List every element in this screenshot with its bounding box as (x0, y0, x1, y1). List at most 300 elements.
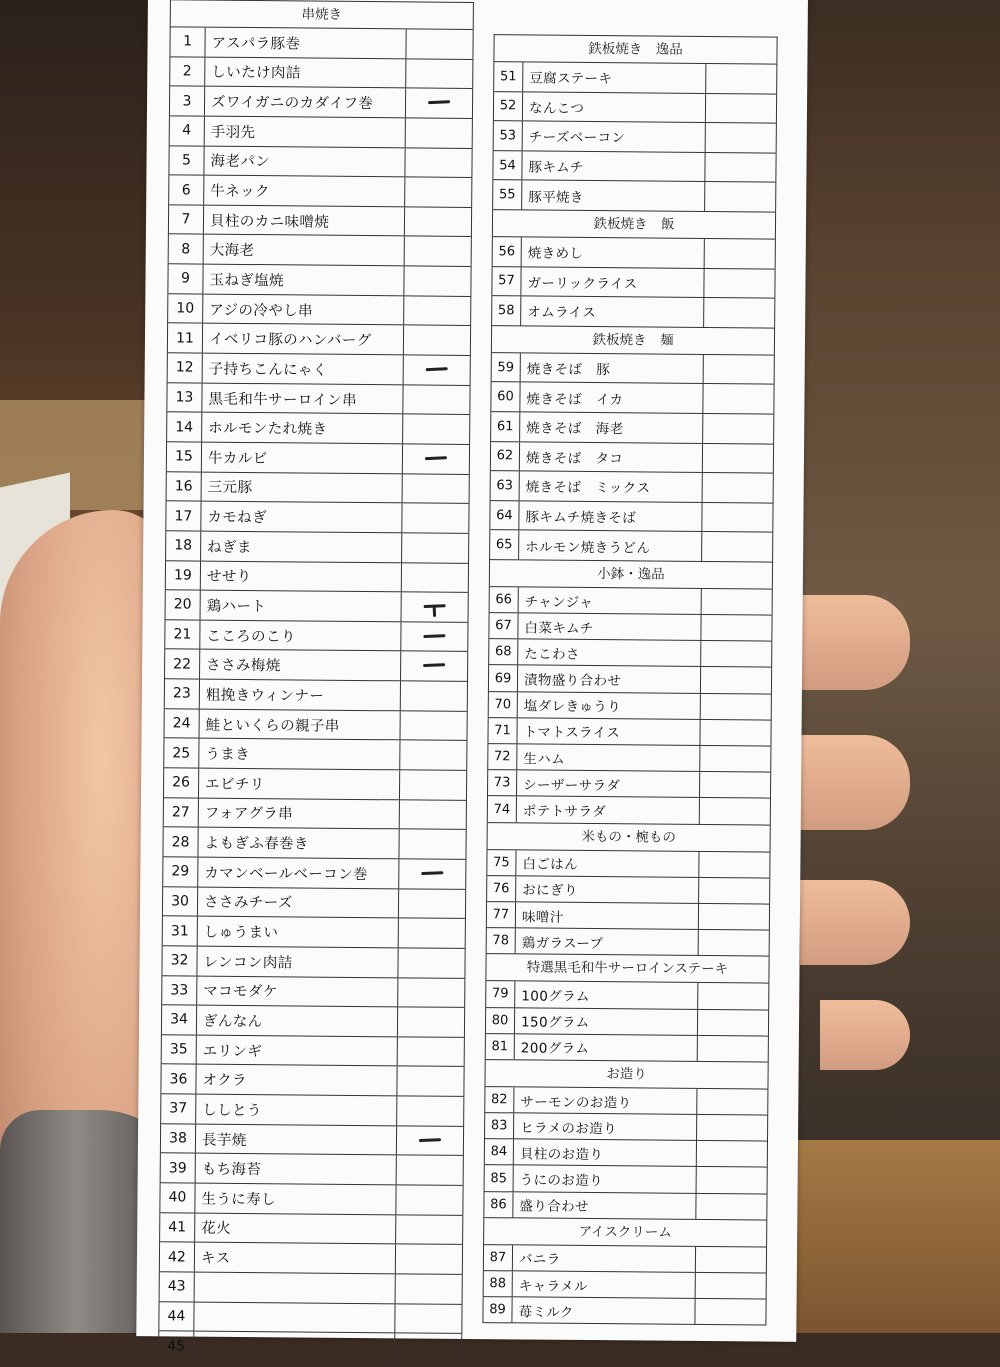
order-row (168, 264, 470, 296)
quantity-box[interactable] (695, 1194, 766, 1220)
item-number: 4 (170, 116, 205, 145)
quantity-box[interactable] (398, 830, 465, 859)
item-name: 豚キムチ (528, 159, 584, 177)
quantity-box[interactable] (699, 746, 770, 772)
quantity-box[interactable] (702, 414, 773, 443)
item-number: 1 (170, 27, 205, 56)
order-row (162, 1035, 464, 1067)
item-name: フォアグラ串 (204, 806, 294, 823)
menu-section (487, 823, 770, 957)
menu-section (492, 210, 775, 328)
item-number: 86 (484, 1192, 513, 1217)
item-name: 牛ネック (210, 183, 270, 201)
item-number: 77 (487, 902, 516, 927)
item-number: 53 (494, 121, 523, 150)
quantity-box[interactable] (700, 615, 771, 641)
item-name: キャラメル (518, 1278, 588, 1295)
tally-mark (421, 871, 443, 875)
menu-section (483, 1218, 766, 1326)
item-number: 12 (168, 353, 203, 382)
item-number: 10 (168, 294, 203, 323)
quantity-box[interactable] (398, 859, 465, 888)
section-title: 特選黒毛和牛サーロインステーキ (486, 954, 768, 983)
order-row (168, 353, 470, 385)
quantity-box[interactable] (400, 681, 467, 710)
tally-mark (428, 100, 450, 104)
item-number: 81 (486, 1034, 515, 1059)
quantity-box[interactable] (698, 930, 769, 956)
item-name: 焼きそば ミックス (525, 479, 651, 497)
item-number: 17 (166, 502, 201, 531)
item-name: アジの冷やし串 (209, 302, 314, 320)
quantity-box[interactable] (405, 118, 472, 147)
item-number: 21 (165, 620, 200, 649)
item-name: ズワイガニのカダイフ巻 (210, 94, 374, 113)
finger (795, 595, 910, 690)
quantity-box[interactable] (403, 296, 470, 325)
quantity-box[interactable] (404, 237, 471, 266)
order-row (165, 620, 467, 652)
order-row (489, 666, 771, 695)
quantity-box[interactable] (396, 1096, 463, 1125)
order-row (491, 442, 773, 474)
item-number: 52 (494, 92, 523, 121)
finger (790, 735, 910, 830)
item-number: 32 (162, 946, 197, 975)
order-row (160, 1272, 462, 1304)
order-row (167, 413, 469, 445)
quantity-box[interactable] (399, 800, 466, 829)
item-number: 60 (491, 382, 520, 411)
menu-section (484, 1060, 767, 1220)
section-title: 米もの・椀もの (488, 823, 770, 852)
item-number: 19 (166, 561, 201, 590)
item-number: 31 (163, 917, 198, 946)
item-name: ししとう (202, 1102, 262, 1120)
quantity-box[interactable] (397, 1007, 464, 1036)
menu-section (490, 326, 774, 563)
item-name: 白菜キムチ (524, 620, 594, 637)
item-name: シーザーサラダ (523, 777, 621, 795)
item-name: 生うに寿し (201, 1191, 277, 1209)
order-row (493, 181, 775, 213)
item-name: ポテトサラダ (522, 803, 607, 821)
item-name: 豚平焼き (528, 189, 584, 206)
quantity-box[interactable] (394, 1334, 461, 1363)
quantity-box[interactable] (699, 720, 770, 746)
item-number: 70 (489, 692, 518, 717)
item-number: 84 (485, 1139, 514, 1164)
quantity-box[interactable] (402, 385, 469, 414)
order-row (494, 121, 776, 153)
item-name: サーモンのお造り (520, 1093, 632, 1111)
item-number: 16 (167, 472, 202, 501)
item-name: もち海苔 (201, 1161, 262, 1179)
item-name: 150グラム (520, 1014, 590, 1032)
item-number: 11 (168, 324, 203, 353)
item-number: 62 (491, 442, 520, 471)
item-number: 5 (169, 146, 204, 175)
order-row (170, 57, 472, 89)
item-number: 13 (167, 383, 202, 412)
order-row (170, 87, 472, 119)
quantity-box[interactable] (398, 889, 465, 918)
item-name: ホルモン焼きうどん (525, 539, 651, 557)
order-row (494, 62, 776, 94)
quantity-box[interactable] (705, 94, 776, 123)
item-number: 57 (492, 267, 521, 296)
item-name: 玉ねぎ塩焼 (209, 272, 285, 290)
quantity-box[interactable] (698, 878, 769, 904)
order-slip (136, 0, 808, 1354)
item-number: 30 (163, 887, 198, 916)
order-row (487, 850, 769, 879)
order-row (165, 650, 467, 682)
quantity-box[interactable] (403, 326, 470, 355)
quantity-box[interactable] (402, 474, 469, 503)
quantity-box[interactable] (704, 153, 775, 182)
quantity-box[interactable] (405, 29, 472, 58)
item-number: 9 (168, 264, 203, 293)
item-number: 2 (170, 57, 205, 86)
order-row (486, 1008, 768, 1037)
order-row (485, 1166, 767, 1195)
item-number: 42 (160, 1243, 195, 1272)
order-row (167, 442, 469, 474)
item-name: 三元豚 (207, 480, 253, 497)
order-row (486, 981, 768, 1010)
order-row (493, 151, 775, 183)
item-name: おにぎり (522, 882, 578, 900)
item-number: 58 (492, 296, 521, 325)
order-row (161, 1094, 463, 1126)
item-number: 71 (488, 718, 517, 743)
item-number: 34 (162, 1005, 197, 1034)
quantity-box[interactable] (401, 504, 468, 533)
tally-mark (419, 1138, 441, 1142)
order-row (161, 1154, 463, 1186)
order-row (164, 739, 466, 771)
item-number: 63 (491, 471, 520, 500)
order-row (493, 237, 775, 269)
quantity-box[interactable] (699, 772, 770, 798)
order-row (167, 472, 469, 504)
quantity-box[interactable] (405, 89, 472, 118)
section-title: お造り (485, 1060, 767, 1089)
quantity-box[interactable] (404, 148, 471, 177)
section-title: 鉄板焼き 飯 (493, 210, 775, 239)
order-row (166, 590, 468, 622)
order-row (492, 267, 774, 299)
item-number: 67 (489, 613, 518, 638)
menu-section (488, 560, 772, 825)
quantity-box[interactable] (700, 667, 771, 693)
quantity-box[interactable] (401, 563, 468, 592)
item-name: 焼きそば イカ (526, 391, 624, 408)
order-row (165, 679, 467, 711)
item-name: ねぎま (207, 539, 252, 556)
order-row (492, 353, 774, 385)
order-row (484, 1192, 766, 1221)
quantity-box[interactable] (398, 919, 465, 948)
item-name: うにのお造り (519, 1172, 604, 1190)
quantity-box[interactable] (697, 1009, 768, 1035)
order-row (488, 744, 770, 773)
quantity-box[interactable] (394, 1304, 461, 1333)
item-number: 29 (163, 857, 198, 886)
quantity-box[interactable] (701, 532, 772, 561)
quantity-box[interactable] (697, 983, 768, 1009)
item-name: 苺ミルク (518, 1304, 574, 1321)
quantity-box[interactable] (404, 178, 471, 207)
order-row (483, 1297, 765, 1326)
item-number: 51 (494, 62, 523, 91)
item-name: 焼きそば タコ (525, 450, 624, 468)
item-name: 子持ちこんにゃく (208, 361, 328, 379)
item-name: 焼きめし (527, 245, 584, 263)
quantity-box[interactable] (702, 473, 773, 502)
order-row (166, 502, 468, 534)
quantity-box[interactable] (702, 384, 773, 413)
item-number: 69 (489, 666, 518, 691)
item-number: 72 (488, 744, 517, 769)
item-name: 鮭といくらの親子串 (205, 717, 340, 735)
tally-mark (423, 634, 445, 638)
order-row (488, 770, 770, 799)
quantity-box[interactable] (698, 852, 769, 878)
order-row (166, 531, 468, 563)
order-row (169, 176, 471, 208)
item-name: こころのこり (206, 628, 296, 646)
item-name: キス (200, 1250, 231, 1267)
quantity-box[interactable] (402, 444, 469, 473)
quantity-box[interactable] (695, 1273, 766, 1299)
quantity-box[interactable] (395, 1185, 462, 1214)
quantity-box[interactable] (401, 593, 468, 622)
order-row (163, 917, 465, 949)
order-row (163, 857, 465, 889)
order-row (486, 1034, 768, 1063)
quantity-box[interactable] (704, 239, 775, 268)
quantity-box[interactable] (404, 207, 471, 236)
quantity-box[interactable] (696, 1089, 767, 1115)
quantity-box[interactable] (403, 266, 470, 295)
item-number: 64 (490, 501, 519, 530)
order-row (487, 928, 769, 957)
item-number: 79 (486, 981, 515, 1006)
quantity-box[interactable] (397, 978, 464, 1007)
order-row (167, 383, 469, 415)
quantity-box[interactable] (700, 641, 771, 667)
order-row (162, 1005, 464, 1037)
order-row (485, 1087, 767, 1116)
quantity-box[interactable] (399, 711, 466, 740)
order-row (159, 1302, 461, 1334)
item-name: せせり (206, 569, 252, 586)
item-number: 76 (487, 876, 516, 901)
quantity-box[interactable] (696, 1167, 767, 1193)
item-name: ささみ梅焼 (206, 657, 281, 675)
item-number: 85 (485, 1166, 514, 1191)
item-number: 56 (493, 237, 522, 266)
item-name: 大海老 (209, 242, 255, 260)
item-name: トマトスライス (523, 724, 621, 742)
order-row (489, 639, 771, 668)
item-number: 39 (161, 1154, 196, 1183)
item-number: 8 (169, 235, 204, 264)
item-name: 塩ダレきゅうり (523, 698, 622, 716)
quantity-box[interactable] (696, 1141, 767, 1167)
quantity-box[interactable] (696, 1115, 767, 1141)
item-name: マコモダケ (203, 983, 278, 1001)
quantity-box[interactable] (700, 694, 771, 720)
item-name (194, 1332, 394, 1362)
item-name: 200グラム (520, 1040, 590, 1058)
quantity-box[interactable] (397, 1037, 464, 1066)
item-name: 牛カルビ (207, 450, 268, 467)
order-row (489, 613, 771, 642)
item-number: 75 (487, 850, 516, 875)
quantity-box[interactable] (697, 1036, 768, 1062)
tally-mark (424, 604, 446, 608)
item-name: バニラ (518, 1251, 561, 1269)
item-name: イベリコ豚のハンバーグ (208, 331, 372, 350)
quantity-box[interactable] (701, 503, 772, 532)
item-number: 74 (488, 797, 517, 822)
finger (820, 1000, 910, 1070)
item-name: エビチリ (205, 776, 265, 793)
quantity-box[interactable] (405, 59, 472, 88)
quantity-box[interactable] (702, 444, 773, 473)
item-name: カモねぎ (207, 509, 268, 527)
item-name: ささみチーズ (203, 895, 293, 912)
item-name: 貝柱のお造り (519, 1146, 604, 1164)
order-row (491, 412, 773, 444)
quantity-box[interactable] (701, 589, 772, 615)
quantity-box[interactable] (399, 770, 466, 799)
order-row (488, 718, 770, 747)
quantity-box[interactable] (704, 182, 775, 211)
item-number: 33 (162, 976, 197, 1005)
item-name: チャンジャ (524, 593, 594, 611)
quantity-box[interactable] (703, 355, 774, 384)
item-number: 41 (160, 1213, 195, 1242)
item-name: 鶏ハート (206, 598, 267, 616)
order-row (492, 296, 774, 328)
order-row (160, 1213, 462, 1245)
quantity-box[interactable] (400, 622, 467, 651)
section-title: 鉄板焼き 逸品 (494, 35, 776, 64)
quantity-box[interactable] (699, 798, 770, 824)
item-name: しゅうまい (203, 924, 279, 942)
order-row (170, 116, 472, 148)
item-number: 40 (160, 1183, 195, 1212)
quantity-box[interactable] (395, 1215, 462, 1244)
quantity-box[interactable] (403, 355, 470, 384)
menu-section (486, 954, 769, 1062)
order-row (168, 324, 470, 356)
order-row (170, 27, 472, 59)
item-name: ホルモンたれ焼き (208, 420, 328, 438)
section-title: アイスクリーム (484, 1218, 766, 1247)
item-name: アスパラ豚巻 (211, 35, 301, 53)
right-column (482, 34, 777, 1326)
item-number: 18 (166, 531, 201, 560)
item-number: 14 (167, 413, 202, 442)
item-number: 35 (162, 1035, 197, 1064)
item-number: 61 (491, 412, 520, 441)
quantity-box[interactable] (705, 64, 776, 93)
item-number: 55 (493, 181, 522, 210)
item-number: 24 (164, 709, 199, 738)
section-title: 串焼き (171, 0, 473, 30)
item-number: 28 (163, 828, 198, 857)
order-row (160, 1243, 462, 1275)
menu-section (493, 35, 777, 212)
item-name: 海老パン (210, 154, 271, 171)
item-number: 65 (490, 530, 519, 559)
quantity-box[interactable] (695, 1247, 766, 1273)
quantity-box[interactable] (396, 1126, 463, 1155)
quantity-box[interactable] (694, 1299, 765, 1325)
order-row (161, 1124, 463, 1156)
item-number: 26 (164, 768, 199, 797)
item-number: 36 (161, 1065, 196, 1094)
item-number: 22 (165, 650, 200, 679)
quantity-box[interactable] (399, 741, 466, 770)
background-wooden-chair (770, 1140, 1000, 1333)
order-row (490, 501, 772, 533)
quantity-box[interactable] (698, 904, 769, 930)
quantity-box[interactable] (400, 652, 467, 681)
item-number: 44 (159, 1302, 194, 1331)
item-name: なんこつ (528, 100, 585, 117)
item-number: 87 (484, 1245, 513, 1270)
item-number: 80 (486, 1008, 515, 1033)
item-number: 89 (483, 1297, 512, 1322)
order-row (488, 797, 770, 826)
quantity-box[interactable] (703, 298, 774, 327)
item-number: 15 (167, 442, 202, 471)
quantity-box[interactable] (396, 1156, 463, 1185)
item-name: ぎんなん (202, 1013, 263, 1031)
order-row (491, 471, 773, 503)
quantity-box[interactable] (402, 415, 469, 444)
order-row (484, 1245, 766, 1274)
item-name: 焼きそば 海老 (526, 420, 624, 438)
quantity-box[interactable] (401, 533, 468, 562)
item-name: チーズベーコン (528, 129, 626, 147)
item-name: 黒毛和牛サーロイン串 (208, 391, 358, 409)
item-name: 盛り合わせ (519, 1198, 589, 1216)
quantity-box[interactable] (397, 948, 464, 977)
item-name: しいたけ肉詰 (211, 65, 301, 82)
quantity-box[interactable] (396, 1067, 463, 1096)
quantity-box[interactable] (703, 269, 774, 298)
tally-mark (425, 456, 447, 460)
item-number: 3 (170, 87, 205, 116)
order-row (489, 692, 771, 721)
quantity-box[interactable] (395, 1274, 462, 1303)
item-name (195, 1272, 395, 1302)
order-row (164, 709, 466, 741)
quantity-box[interactable] (705, 123, 776, 152)
order-row (160, 1183, 462, 1215)
order-row (161, 1065, 463, 1097)
quantity-box[interactable] (395, 1245, 462, 1274)
item-name: 貝柱のカニ味噌焼 (209, 213, 330, 231)
section-title: 小鉢・逸品 (490, 560, 772, 589)
